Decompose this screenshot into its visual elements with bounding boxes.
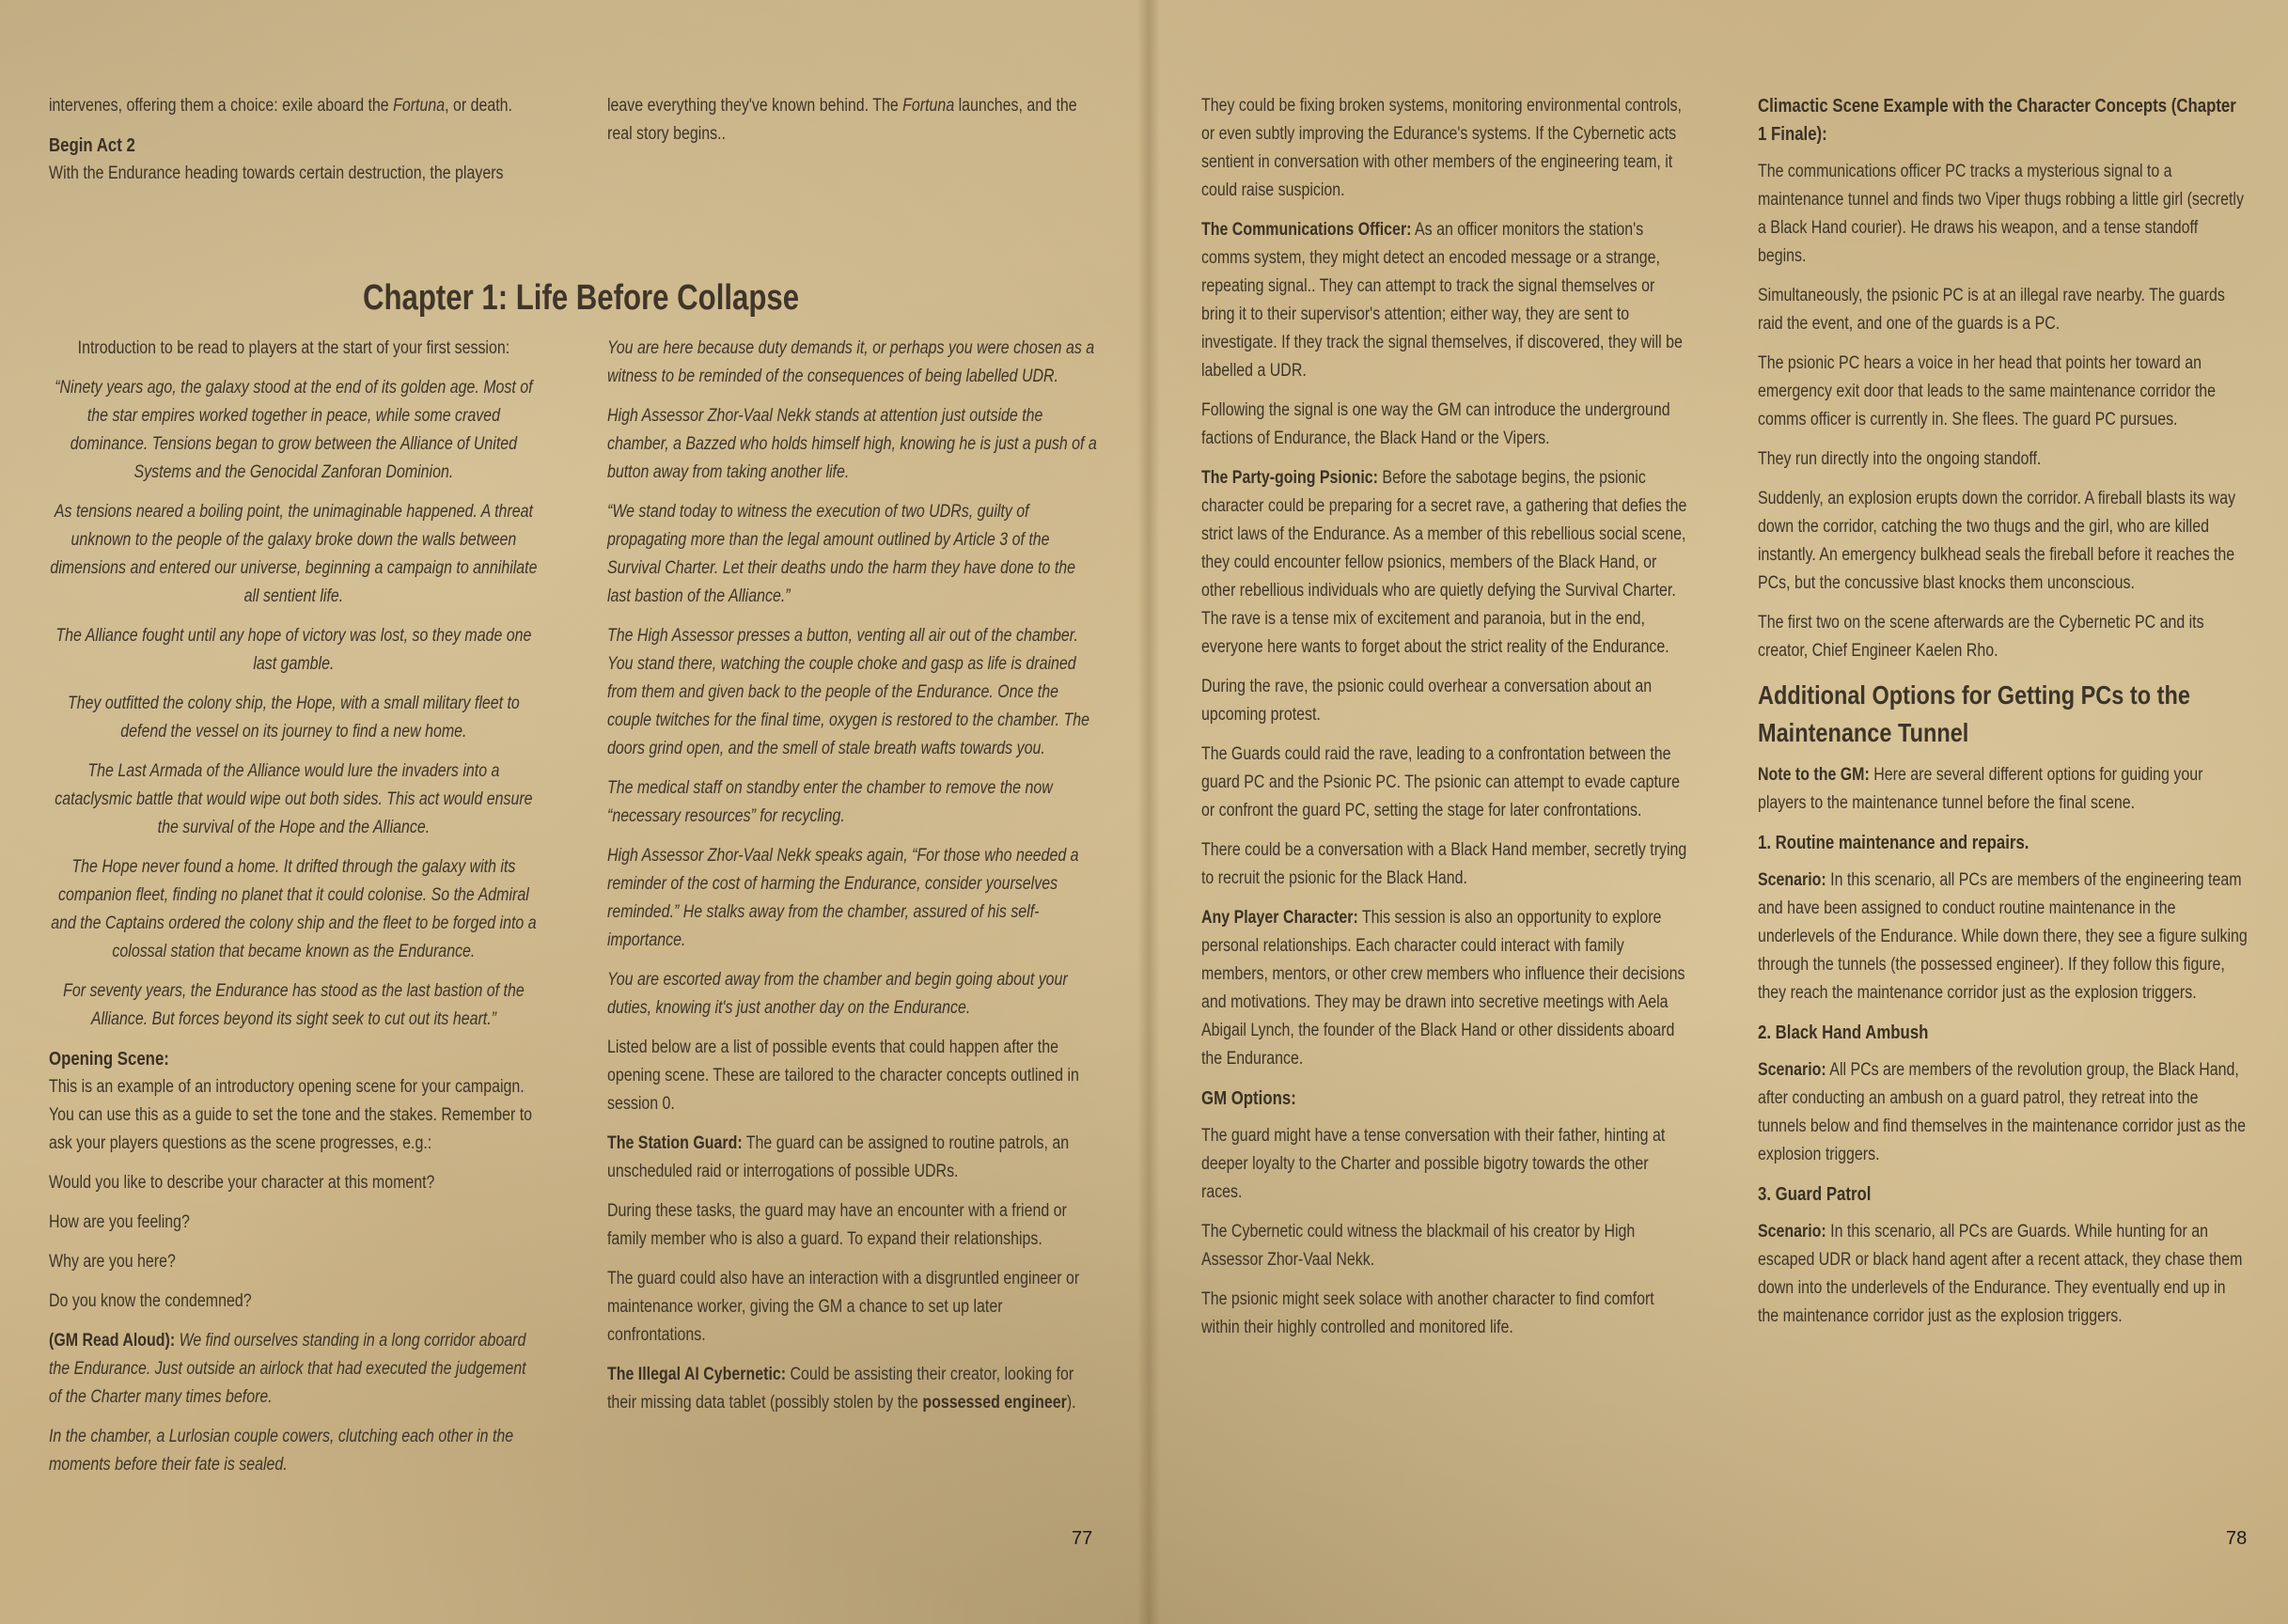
comms-officer-paragraph [1201,216,1691,385]
paragraph: During the rave, the psionic could overhear a conversation about an upcoming protest. [1201,677,1653,725]
read-aloud-paragraph: As tensions neared a boiling point, the unimaginable happened. A threat unknown to the people of the galaxy broke down the walls between dimensions and entered our universe, beginning a campaign to annihilate all sentient life. [50,502,538,606]
paragraph: The psionic might seek solace with another character to find comfort within their highly controlled and monitored life. [1201,1289,1654,1337]
note-paragraph [1758,761,2248,818]
col2-top [607,92,1097,160]
question: How are you feeling? [49,1212,190,1232]
label: The Illegal AI Cybernetic: [607,1365,787,1384]
question: Would you like to describe your character at this moment? [49,1173,435,1193]
scenario-paragraph [1758,1056,2248,1169]
read-aloud-paragraph: “We stand today to witness the execution of two UDRs, guilty of propagating more than the legal amount outlined by Article 3 of the Survival Charter. Let their deaths undo the harm they have done to the last bastion of the Alliance.” [607,502,1076,606]
read-aloud-paragraph: The Hope never found a home. It drifted through the galaxy with its companion fleet, finding no planet that it could colonise. So the Admiral and the Captains ordered the colony ship and the fleet to be forged into a colossal station that became known as the Endurance. [51,857,537,961]
paragraph: The Cybernetic could witness the blackmail of his creator by High Assessor Zhor-Vaal Nekk. [1201,1222,1636,1270]
text: , or death. [445,96,513,116]
any-pc-paragraph [1201,904,1691,1073]
label: (GM Read Aloud): [49,1331,176,1351]
read-aloud-paragraph: They outfitted the colony ship, the Hope, with a small military fleet to defend the vessel on its journey to find a new home. [67,694,520,742]
col1-top [49,92,539,199]
label: The Party-going Psionic: [1201,468,1379,488]
paragraph [607,92,1097,148]
page-number-right: 78 [2226,1528,2248,1549]
section-heading: GM Options: [1201,1088,1296,1109]
paragraph: Simultaneously, the psionic PC is at an illegal rave nearby. The guards raid the event, and one of the guards is a PC. [1758,286,2225,334]
option-heading: 3. Guard Patrol [1758,1184,1872,1205]
read-aloud-paragraph: The Alliance fought until any hope of victory was lost, so they made one last gamble. [55,626,532,674]
page-gutter [1137,0,1160,1624]
column-2 [607,335,1097,1429]
label: The Communications Officer: [1201,220,1412,240]
station-guard-paragraph [607,1130,1097,1186]
read-aloud-paragraph: The Last Armada of the Alliance would lure the invaders into a cataclysmic battle that would wipe out both sides. This act would ensure the survival of the Hope and the Alliance. [55,761,533,837]
text: launches, and the real story begins.. [607,96,1077,144]
read-aloud-paragraph: High Assessor Zhor-Vaal Nekk stands at attention just outside the chamber, a Bazzed who holds himself high, knowing he is just a push of a button away from taking another life. [607,406,1097,482]
read-aloud-paragraph: “Ninety years ago, the galaxy stood at the end of its golden age. Most of the star empires worked together in peace, while some craved dominance. Tensions began to grow between the Alliance of United Systems and the Genocidal Zanforan Dominion. [55,378,533,482]
read-aloud-paragraph: You are here because duty demands it, or perhaps you were chosen as a witness to be reminded of the consequences of being labelled UDR. [607,338,1095,386]
paragraph: The psionic PC hears a voice in her head that points her toward an emergency exit door that leads to the same maintenance corridor the comms officer is currently in. She flees. The guard PC pursues. [1758,353,2217,429]
text: In this scenario, all PCs are Guards. While hunting for an escaped UDR or black hand agent after a recent attack, they chase them down into the underlevels of the Endurance. They eventually end up in the maintenance corridor just as the explosion triggers. [1758,1222,2243,1326]
paragraph: They could be fixing broken systems, monitoring environmental controls, or even subtly improving the Edurance's systems. If the Cybernetic acts sentient in conversation with other members of the engineering team, it could raise suspicion. [1201,96,1682,200]
paragraph: With the Endurance heading towards certain destruction, the players [49,164,504,183]
column-1 [49,335,539,1491]
chapter-title: Chapter 1: Life Before Collapse [363,278,800,318]
paragraph: Suddenly, an explosion erupts down the corridor. A fireball blasts its way down the corridor, catching the two thugs and the girl, who are killed instantly. An emergency bulkhead seals the fireball before it reaches the PCs, but the concussive blast knocks them unconscious. [1758,489,2236,593]
read-aloud-paragraph: You are escorted away from the chamber and begin going about your duties, knowing it's just another day on the Endurance. [607,970,1068,1018]
read-aloud-paragraph: The medical staff on standby enter the chamber to remove the now “necessary resources” for recycling. [607,778,1053,826]
column-4 [1758,92,2248,1342]
text: Fortuna [902,96,955,116]
label: The Station Guard: [607,1133,743,1153]
label: Scenario: [1758,870,1826,890]
paragraph: Listed below are a list of possible events that could happen after the opening scene. These are tailored to the character concepts outlined in session 0. [607,1038,1079,1114]
text: Before the sabotage begins, the psionic character could be preparing for a secret rave, a gathering that defies the strict laws of the Endurance. As a member of this rebellious social scene, they could encounter fellow psionics, members of the Black Hand, or other rebellious individuals who are quietly defying the Survival Charter. The rave is a tense mix of excitement and paranoia, but in the end, everyone here wants to forget about the strict reality of the Endurance. [1201,468,1687,657]
label: Note to the GM: [1758,765,1870,785]
paragraph: The guard might have a tense conversation with their father, hinting at deeper loyalty to the Charter and possible bigotry towards the other races. [1201,1126,1666,1202]
text: This session is also an opportunity to explore personal relationships. Each character could interact with family members, mentors, or other crew members who influence their decisions and motivations. They may be drawn into secretive meetings with Aela Abigail Lynch, the founder of the Black Hand or other dissidents aboard the Endurance. [1201,908,1685,1069]
scenario-paragraph [1758,867,2248,1007]
read-aloud-paragraph: The High Assessor presses a button, venting all air out of the chamber. You stand there, watching the couple choke and gasp as life is drained from them and given back to the people of the Endurance. Once the couple twitches for the final time, oxygen is restored to the chamber. The doors grind open, and the smell of stale breath wafts towards you. [607,626,1090,758]
text: The guard can be assigned to routine patrols, an unscheduled raid or interrogations of possible UDRs. [607,1133,1070,1181]
label: Any Player Character: [1201,908,1358,928]
section-heading: Begin Act 2 [49,135,135,156]
text: As an officer monitors the station's comms system, they might detect an encoded message or a strange, repeating signal.. They can attempt to track the signal themselves or bring it to their supervisor's attention; either way, they are sent to investigate. If they track the signal themselves, if discovered, they will be labelled a UDR. [1201,220,1683,381]
subsection-heading: Additional Options for Getting PCs to the Maintenance Tunnel [1758,680,2190,747]
text: Here are several different options for guiding your players to the maintenance tunnel before the final scene. [1758,765,2203,813]
section-heading: Opening Scene: [49,1049,169,1070]
text: Could be assisting their creator, looking for their missing data tablet (possibly stolen by the [607,1365,1074,1413]
paragraph: During these tasks, the guard may have an encounter with a friend or family member who is also a guard. To expand their relationships. [607,1201,1067,1249]
paragraph: They run directly into the ongoing standoff. [1758,449,2042,469]
text: In this scenario, all PCs are members of the engineering team and have been assigned to conduct routine maintenance in the underlevels of the Endurance. While down there, they see a figure sulking through the tunnels (the possessed engineer). If they follow this figure, they reach the maintenance corridor just as the explosion triggers. [1758,870,2248,1003]
paragraph: The communications officer PC tracks a mysterious signal to a maintenance tunnel and finds two Viper thugs robbing a little girl (secretly a Black Hand courier). He draws his weapon, and a tense standoff begins. [1758,162,2244,266]
page-number-left: 77 [1072,1528,1093,1549]
text: We find ourselves standing in a long corridor aboard the Endurance. Just outside an airlock that had executed the judgement of the Charter many times before. [49,1331,526,1407]
paragraph: The guard could also have an interaction with a disgruntled engineer or maintenance worker, giving the GM a chance to set up later confrontations. [607,1269,1080,1345]
read-aloud-paragraph: High Assessor Zhor-Vaal Nekk speaks again, “For those who needed a reminder of the cost of harming the Endurance, consider yourselves reminded.” He stalks away from the chamber, assured of his self-importance. [607,846,1079,950]
read-aloud-paragraph: For seventy years, the Endurance has stood as the last bastion of the Alliance. But forces beyond its sight seek to cut out its heart.” [63,981,525,1029]
paragraph: In the chamber, a Lurlosian couple cowers, clutching each other in the moments before their fate is sealed. [49,1427,514,1475]
text: leave everything they've known behind. The [607,96,903,116]
paragraph: The first two on the scene afterwards are the Cybernetic PC and its creator, Chief Engineer Kaelen Rho. [1758,613,2204,661]
paragraph: The Guards could raid the rave, leading to a confrontation between the guard PC and the Psionic PC. The psionic can attempt to evade capture or confront the guard PC, setting the stage for later confrontations. [1201,744,1680,820]
paragraph: There could be a conversation with a Black Hand member, secretly trying to recruit the psionic for the Black Hand. [1201,840,1687,888]
text: All PCs are members of the revolution group, the Black Hand, after conducting an ambush on a guard patrol, they retreat into the tunnels below and find themselves in the maintenance corridor just as the explosion triggers. [1758,1060,2247,1164]
label: Scenario: [1758,1222,1826,1241]
gm-read-aloud [49,1327,539,1412]
paragraph: This is an example of an introductory opening scene for your campaign. You can use this as a guide to set the tone and the stakes. Remember to ask your players questions as the scene progresses, e.g.: [49,1077,533,1153]
section-heading: Climactic Scene Example with the Character Concepts (Chapter 1 Finale): [1758,96,2236,145]
label: Scenario: [1758,1060,1826,1080]
scenario-paragraph [1758,1218,2248,1331]
question: Do you know the condemned? [49,1291,252,1311]
text: ). [1066,1393,1076,1413]
intro-text: Introduction to be read to players at the start of your first session: [77,338,510,358]
text: possessed engineer [922,1393,1067,1413]
psionic-paragraph [1201,464,1691,662]
option-heading: 2. Black Hand Ambush [1758,1023,1929,1043]
text: intervenes, offering them a choice: exile aboard the [49,96,394,116]
paragraph [49,92,539,120]
column-3 [1201,92,1691,1353]
option-heading: 1. Routine maintenance and repairs. [1758,833,2029,853]
ai-cybernetic-paragraph [607,1361,1097,1417]
paragraph: Following the signal is one way the GM can introduce the underground factions of Endurance, the Black Hand or the Vipers. [1201,400,1670,448]
text: Fortuna [393,96,446,116]
question: Why are you here? [49,1252,176,1272]
